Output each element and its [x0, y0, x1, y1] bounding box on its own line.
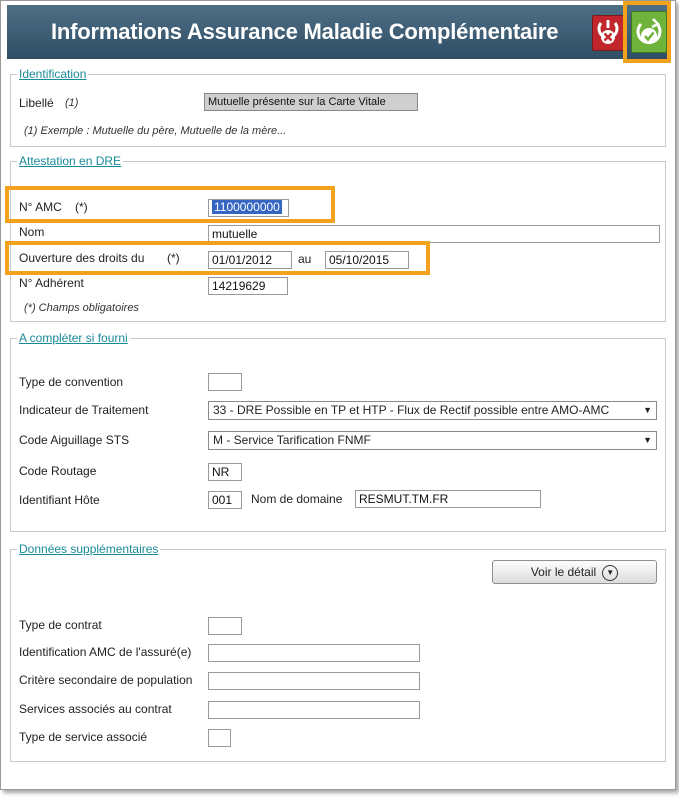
date-to-input[interactable]: 05/10/2015 [325, 251, 409, 269]
hote-input[interactable]: 001 [208, 491, 242, 509]
nom-label: Nom [19, 225, 45, 239]
services-input[interactable] [208, 701, 420, 719]
domaine-label: Nom de domaine [251, 492, 343, 506]
chevron-down-icon: ▼ [643, 435, 652, 445]
ouverture-label: Ouverture des droits du [19, 251, 145, 265]
libelle-field[interactable]: Mutuelle présente sur la Carte Vitale [204, 93, 418, 111]
aiguillage-label: Code Aiguillage STS [19, 433, 130, 447]
required-note: (*) Champs obligatoires [24, 302, 139, 314]
type-contrat-input[interactable] [208, 617, 242, 635]
cancel-button[interactable] [592, 15, 624, 51]
title-bar [7, 5, 671, 59]
au-label: au [298, 252, 312, 266]
amc-required-mark: (*) [75, 200, 88, 214]
adherent-label: N° Adhérent [19, 276, 84, 290]
highlight-validate-button [623, 1, 671, 63]
hote-label: Identifiant Hôte [19, 493, 100, 507]
adherent-input[interactable]: 14219629 [208, 277, 288, 295]
critere-input[interactable] [208, 672, 420, 690]
routage-label: Code Routage [19, 464, 97, 478]
domaine-input[interactable]: RESMUT.TM.FR [355, 490, 541, 508]
critere-label: Critère secondaire de population [19, 673, 193, 687]
amc-number-value: 1100000000 [214, 200, 280, 214]
indicateur-select[interactable] [208, 401, 657, 420]
libelle-label: Libellé [19, 96, 54, 110]
voir-detail-button[interactable] [492, 560, 657, 584]
identification-amc-label: Identification AMC de l'assuré(e) [19, 645, 192, 659]
type-convention-input[interactable] [208, 373, 242, 391]
ouverture-required-mark: (*) [167, 251, 180, 265]
voir-detail-label: Voir le détail [530, 565, 597, 579]
services-label: Services associés au contrat [19, 702, 172, 716]
close-icon [593, 16, 623, 50]
type-contrat-label: Type de contrat [19, 618, 102, 632]
identification-amc-input[interactable] [208, 644, 420, 662]
type-service-label: Type de service associé [19, 730, 148, 744]
indicateur-label: Indicateur de Traitement [19, 403, 149, 417]
chevron-down-circle-icon: ▼ [602, 565, 618, 581]
highlight-amc-row [5, 186, 335, 223]
aiguillage-value: M - Service Tarification FNMF [213, 433, 371, 447]
indicateur-value: 33 - DRE Possible en TP et HTP - Flux de Rectif possible entre AMO-AMC [213, 403, 610, 417]
routage-input[interactable]: NR [208, 463, 242, 481]
example-note: (1) Exemple : Mutuelle du père, Mutuelle de la mère... [24, 125, 287, 137]
legend-supplementaires: Données supplémentaires [19, 542, 159, 556]
legend-identification: Identification [19, 67, 87, 81]
chevron-down-icon: ▼ [643, 405, 652, 415]
highlight-ouverture-row [5, 241, 430, 275]
date-from-input[interactable]: 01/01/2012 [208, 251, 292, 269]
type-service-input[interactable] [208, 729, 231, 747]
type-convention-label: Type de convention [19, 375, 124, 389]
legend-complement: A compléter si fourni [19, 331, 128, 345]
nom-input[interactable]: mutuelle [208, 225, 660, 243]
legend-attestation: Attestation en DRE [19, 154, 122, 168]
window-title: Informations Assurance Maladie Complémentaire [51, 19, 559, 44]
amc-label: N° AMC [19, 200, 62, 214]
aiguillage-select[interactable] [208, 431, 657, 450]
libelle-ref: (1) [65, 97, 79, 109]
